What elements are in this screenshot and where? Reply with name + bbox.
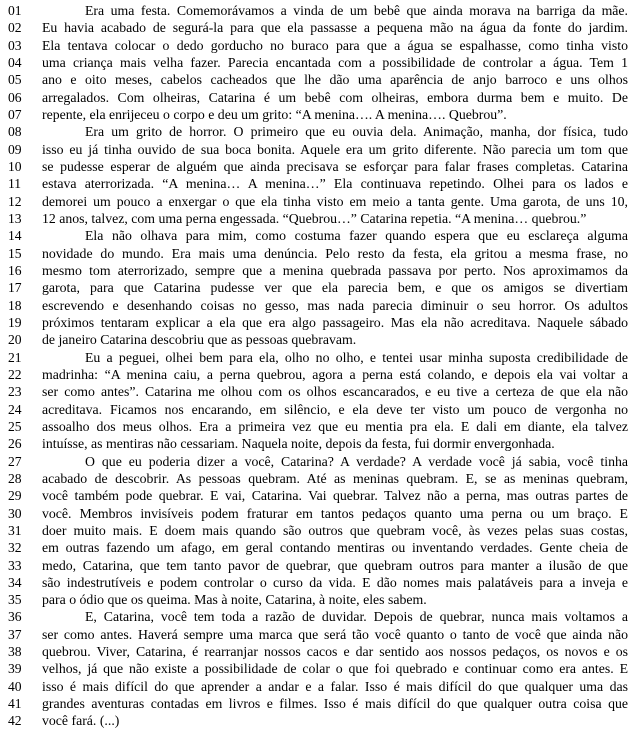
text-line	[0, 279, 636, 296]
text-line	[0, 2, 636, 19]
line-text: Era um grito de horror. O primeiro que eu ouvia dela. Animação, manha, dor física, tudo	[85, 124, 628, 140]
line-text: acabado de descobrir. As pessoas quebram. Até as meninas quebram. E, se as meninas quebram,	[42, 470, 628, 486]
text-line	[0, 539, 636, 556]
line-number: 08	[8, 124, 22, 140]
text-line	[0, 643, 636, 660]
line-text: Eu havia acabado de segurá-la para que ela passasse a pequena mão na água da fonte do jardim.	[42, 20, 628, 36]
line-number: 01	[8, 3, 22, 18]
text-line	[0, 54, 636, 71]
text-line	[0, 37, 636, 54]
text-line	[0, 574, 636, 591]
line-number: 02	[8, 20, 22, 36]
line-text: em outras fazendo um afago, em geral contando mentiras ou inventando verdades. Gente cheia de	[42, 540, 628, 556]
line-number: 07	[8, 106, 22, 122]
text-line	[0, 89, 636, 106]
line-text: garota, para que Catarina pudesse ver que ela parecia bem, e que os amigos se divertiam	[42, 280, 628, 296]
line-text: você fará. (...)	[42, 713, 120, 729]
text-line	[0, 245, 636, 262]
line-text: doer muito mais. E doem mais quando são outros que quebram você, às vezes pelas suas costas,	[42, 522, 628, 538]
line-text: você. Membros invisíveis podem fraturar em tantos pedaços quanto uma perna ou um braço. E	[42, 505, 628, 521]
line-number: 36	[8, 609, 22, 625]
line-text: madrinha: “A menina caiu, a perna quebrou, agora a perna está colando, e depois ela vai voltar a	[42, 366, 628, 382]
line-text: uma criança mais velha fazer. Parecia encantada com a possibilidade de controlar a água. Tem 1	[42, 54, 628, 70]
line-text: Ela não olhava para mim, como costuma fazer quando espera que eu esclareça alguma	[85, 228, 628, 244]
line-text: ser como antes. Haverá sempre uma marca que será tão você quanto o tanto de você que ainda não	[42, 626, 628, 642]
line-number: 35	[8, 592, 22, 608]
line-number: 10	[8, 158, 22, 174]
line-number: 20	[8, 332, 22, 348]
line-number: 34	[8, 574, 22, 590]
text-line	[0, 123, 636, 140]
line-number: 03	[8, 37, 22, 53]
line-text: para o ódio que os queima. Mas à noite, Catarina, à noite, eles sabem.	[42, 592, 427, 608]
text-line	[0, 435, 636, 452]
text-line	[0, 297, 636, 314]
text-line	[0, 262, 636, 279]
line-text: novidade do mundo. Era mais uma denúncia. Pelo resto da festa, ela gritou a mesma frase, no	[42, 245, 628, 261]
line-text: ser como antes”. Catarina me olhou com os olhos escancarados, e eu tive a certeza de que ela não	[42, 384, 628, 400]
line-number: 21	[8, 349, 22, 365]
line-text: Era uma festa. Comemorávamos a vinda de um bebê que ainda morava na barriga da mãe.	[85, 3, 628, 18]
line-text: acreditava. Ficamos nos encarando, em silêncio, e ela deve ter visto um pouco de vergonha no	[42, 401, 628, 417]
line-text: quebrou. Viver, Catarina, é rearranjar nossos cacos e dar sentido aos nossos pedaços, os novos e os	[42, 644, 628, 660]
text-line	[0, 106, 636, 123]
text-line	[0, 331, 636, 348]
line-text: demorei um pouco a enxergar o que ela tinha visto em meio a tanta gente. Uma garota, de uns 10,	[42, 193, 628, 209]
line-text: arregalados. Com olheiras, Catarina é um bebê com olheiras, embora durma bem e muito. De	[42, 89, 628, 105]
line-text: escrevendo e desenhando coisas no gesso, mas nada parecia diminuir o seu horror. Os adultos	[42, 297, 628, 313]
line-number: 39	[8, 661, 22, 677]
text-line	[0, 418, 636, 435]
text-line	[0, 141, 636, 158]
text-line	[0, 210, 636, 227]
line-text: Eu a peguei, olhei bem para ela, olho no olho, e tentei usar minha suposta credibilidade de	[85, 349, 628, 365]
text-line	[0, 608, 636, 625]
line-text: intuísse, as mentiras não cessariam. Naquela noite, depois da festa, fui dormir envergonhada.	[42, 436, 555, 452]
line-number: 37	[8, 626, 22, 642]
line-number: 42	[8, 713, 22, 729]
line-number: 15	[8, 245, 22, 261]
line-text: assoalho dos meus olhos. Era a primeira vez que eu mentia pra ela. E dali em diante, ela talvez	[42, 418, 628, 434]
text-line	[0, 505, 636, 522]
line-number: 17	[8, 280, 22, 296]
text-line	[0, 660, 636, 677]
text-line	[0, 487, 636, 504]
line-text: são indestrutíveis e podem controlar o curso da vida. E dão nomes mais palatáveis para a inveja e	[42, 574, 628, 590]
line-text: ano e oito meses, cabelos cacheados que lhe dão uma aparência de anjo barroco e uns olhos	[42, 72, 628, 88]
line-number: 14	[8, 228, 22, 244]
text-line	[0, 557, 636, 574]
text-line	[0, 383, 636, 400]
line-number: 31	[8, 522, 22, 538]
line-number: 19	[8, 314, 22, 330]
line-number: 06	[8, 89, 22, 105]
text-line	[0, 366, 636, 383]
line-text: isso é mais difícil do que aprender a andar e a falar. Isso é mais difícil do que qualquer uma das	[42, 678, 628, 694]
line-number: 11	[8, 176, 22, 192]
text-line	[0, 19, 636, 36]
line-number: 32	[8, 540, 22, 556]
line-text: E, Catarina, você tem toda a razão de duvidar. Depois de quebrar, nunca mais voltamos a	[85, 609, 628, 625]
line-text: grandes aventuras contadas em livros e filmes. Isso é mais difícil do que qualquer outra coisa que	[42, 696, 628, 712]
line-text: repente, ela enrijeceu o corpo e deu um grito: “A menina…. A menina…. Quebrou”.	[42, 106, 507, 122]
line-text: medo, Catarina, que tem tanto pavor de quebrar, que quebram outros para manter a ilusão de que	[42, 557, 628, 573]
line-number: 12	[8, 193, 22, 209]
line-text: O que eu poderia dizer a você, Catarina? A verdade? A verdade você já sabia, você tinha	[85, 453, 628, 469]
line-text: de janeiro Catarina descobriu que as pessoas quebravam.	[42, 332, 357, 348]
line-number: 38	[8, 644, 22, 660]
text-line	[0, 522, 636, 539]
line-number: 26	[8, 436, 22, 452]
text-line	[0, 227, 636, 244]
line-number: 22	[8, 366, 22, 382]
line-number: 40	[8, 678, 22, 694]
line-text: 12 anos, talvez, com uma perna engessada. “Quebrou…” Catarina repetia. “A menina… quebrou.”	[42, 210, 587, 226]
text-line	[0, 175, 636, 192]
line-number: 27	[8, 453, 22, 469]
text-line	[0, 314, 636, 331]
text-line	[0, 71, 636, 88]
text-line	[0, 470, 636, 487]
text-line	[0, 712, 636, 729]
text-line	[0, 678, 636, 695]
text-line	[0, 193, 636, 210]
line-number: 23	[8, 384, 22, 400]
line-number: 41	[8, 696, 22, 712]
line-text: mesmo tom aterrorizado, sempre que a menina quebrada passava por perto. Nos aproximamos da	[42, 262, 628, 278]
text-body	[0, 2, 636, 730]
line-number: 33	[8, 557, 22, 573]
line-text: você também pode quebrar. E vai, Catarina. Vai quebrar. Talvez não a perna, mas outras partes de	[42, 488, 628, 504]
text-line	[0, 695, 636, 712]
text-line	[0, 626, 636, 643]
line-number: 30	[8, 505, 22, 521]
line-number: 05	[8, 72, 22, 88]
line-text: se pudesse esperar de alguém que ainda precisava se esforçar para falar frases completas. Catarina	[42, 158, 628, 174]
line-number: 25	[8, 418, 22, 434]
line-number: 16	[8, 262, 22, 278]
text-line	[0, 401, 636, 418]
text-line	[0, 591, 636, 608]
line-number: 24	[8, 401, 22, 417]
line-number: 13	[8, 210, 22, 226]
line-number: 29	[8, 488, 22, 504]
line-number: 09	[8, 141, 22, 157]
line-number: 18	[8, 297, 22, 313]
line-text: velhos, já que não existe a possibilidade de colar o que foi quebrado e continuar como era antes. E	[42, 661, 628, 677]
line-text: Ela tentava colocar o dedo gorducho no buraco para que a água se espalhasse, como tinha visto	[42, 37, 628, 53]
text-line	[0, 453, 636, 470]
line-number: 04	[8, 54, 22, 70]
line-number: 28	[8, 470, 22, 486]
line-text: próximos tentaram explicar a ela que era algo passageiro. Mas ela não acreditava. Naquele sábado	[42, 314, 628, 330]
line-text: isso eu já tinha ouvido de sua boca bonita. Aquele era um grito diferente. Não parecia um tom que	[42, 141, 628, 157]
line-text: estava aterrorizada. “A menina… A menina…” Ela continuava repetindo. Olhei para os lados e	[42, 176, 628, 192]
text-line	[0, 349, 636, 366]
text-line	[0, 158, 636, 175]
